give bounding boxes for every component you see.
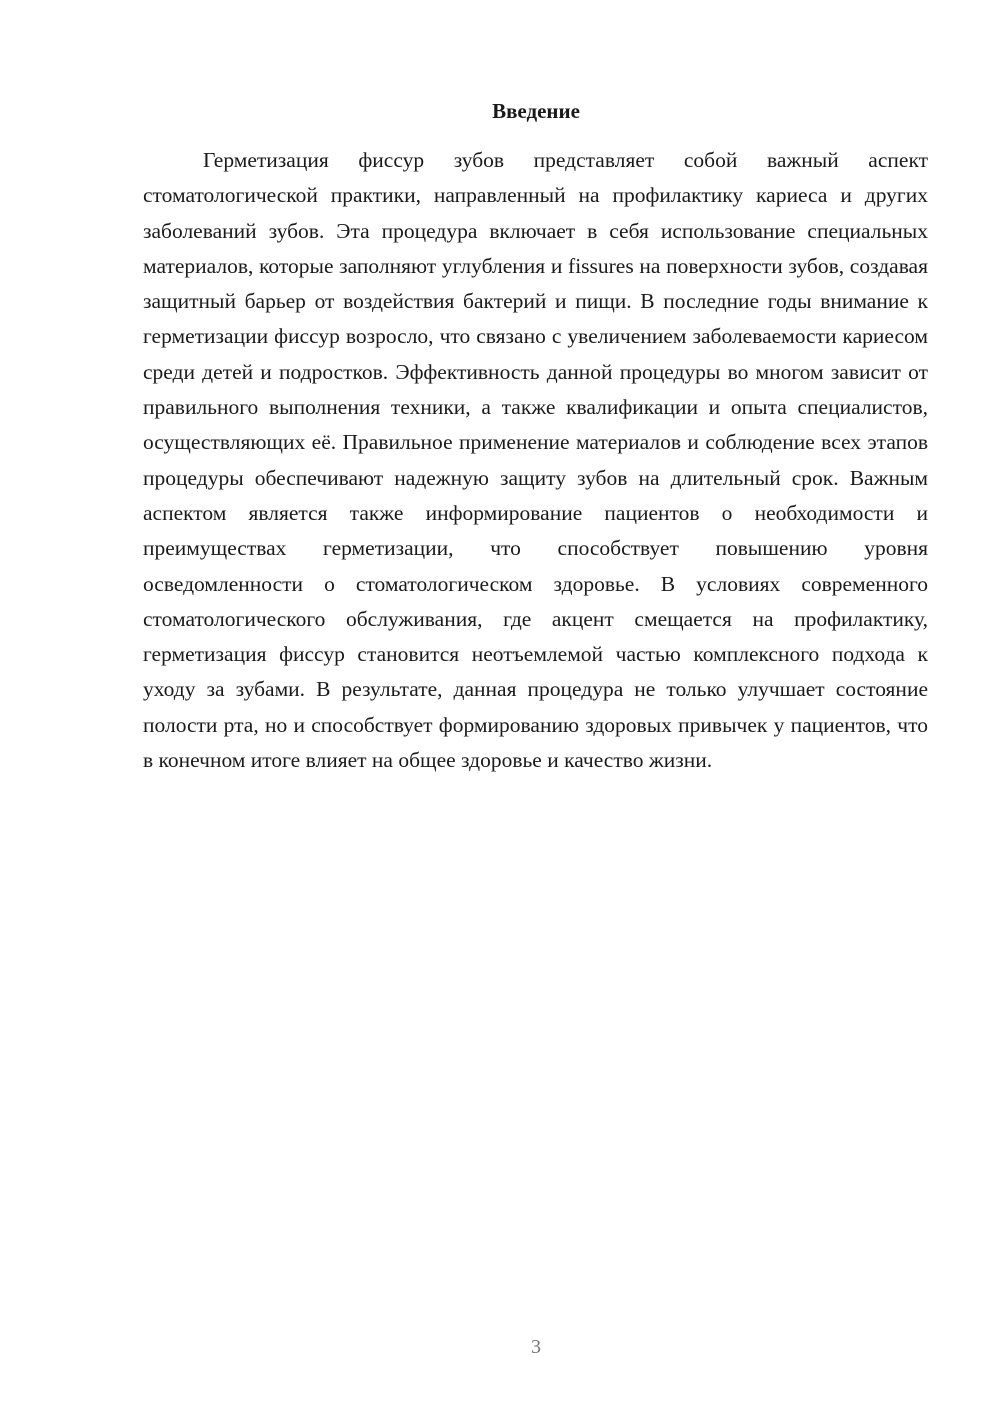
introduction-paragraph: Герметизация фиссур зубов представляет собой важный аспект стоматологической практики, направленный на профилактику кариеса и других заболеваний зубов. Эта процедура включает в себя использование специальных материалов, которые заполняют углубления и fissures на поверхности зубов, создавая защитный барьер от воздействия бактерий и пищи. В последние годы внимание к герметизации фиссур возросло, что связано с увеличением заболеваемости кариесом среди детей и подростков. Эффективность данной процедуры во многом зависит от правильного выполнения техники, а также квалификации и опыта специалистов, осуществляющих её. Правильное применение материалов и соблюдение всех этапов процедуры обеспечивают надежную защиту зубов на длительный срок. Важным аспектом является также информирование пациентов о необходимости и преимуществах герметизации, что способствует повышению уровня осведомленности о стоматологическом здоровье. В условиях современного стоматологического обслуживания, где акцент смещается на профилактику, герметизация фиссур становится неотъемлемой частью комплексного подхода к уходу за зубами. В результате, данная процедура не только улучшает состояние полости рта, но и способствует формированию здоровых привычек у пациентов, что в конечном итоге влияет на общее здоровье и качество жизни. [143,148,928,773]
section-heading: Введение [492,99,580,123]
page-number: 3 [531,1336,541,1358]
